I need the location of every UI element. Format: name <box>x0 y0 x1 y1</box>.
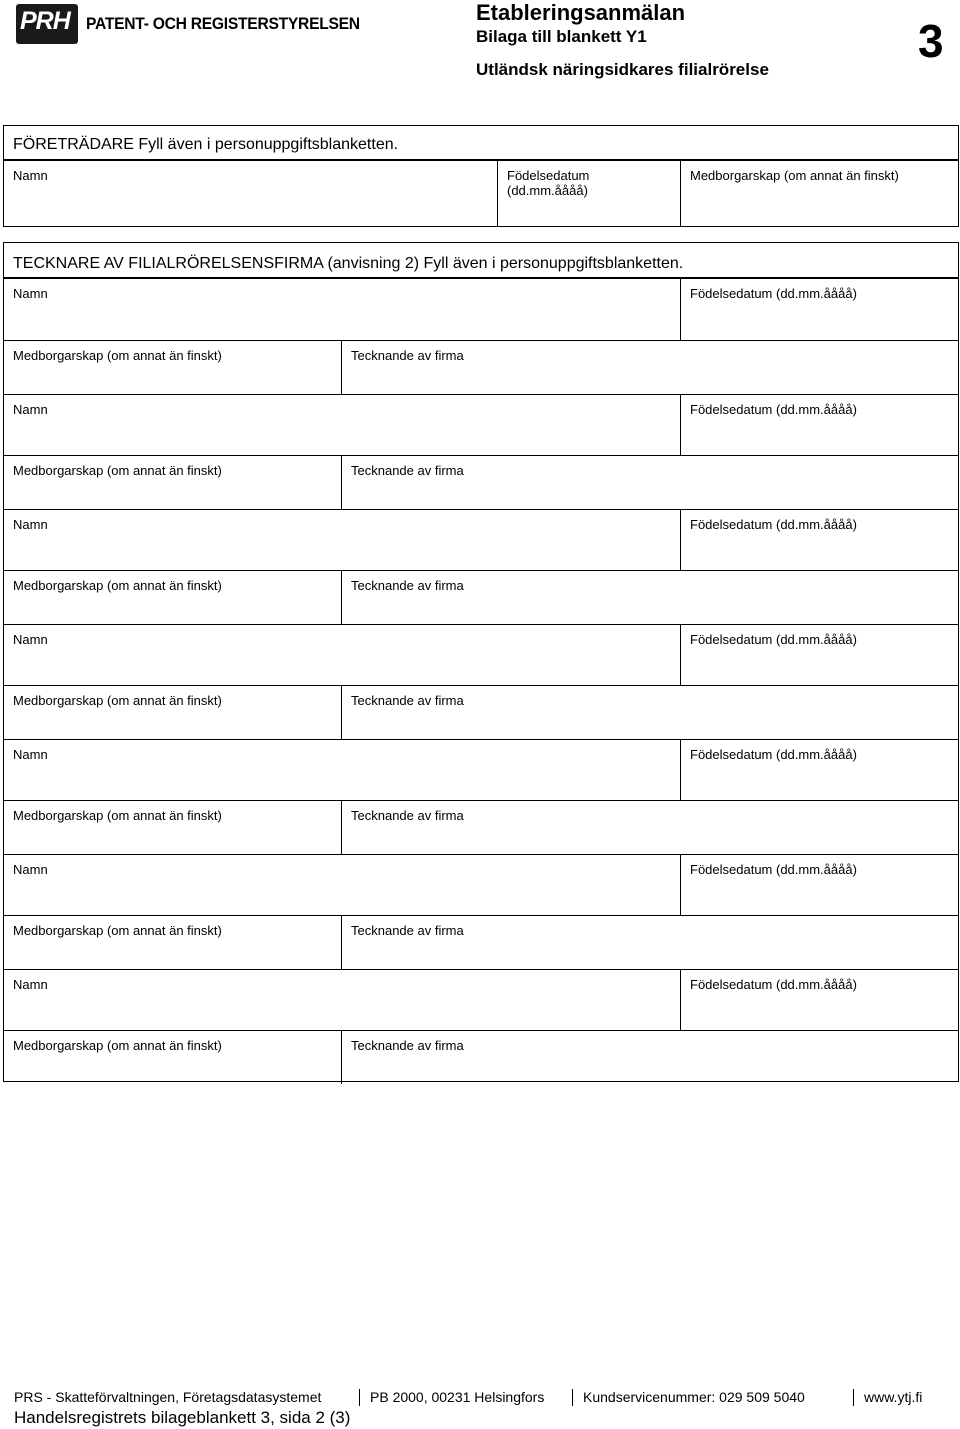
name-label: Namn <box>13 977 48 992</box>
tecknare-citizenship-field[interactable] <box>4 455 341 509</box>
foretradare-title: FÖRETRÄDARE Fyll även i personuppgiftsblanketten. <box>4 126 958 161</box>
logo-letters: PRH <box>20 7 70 35</box>
footer-web: www.ytj.fi <box>864 1389 923 1405</box>
name-label: Namn <box>13 168 48 183</box>
foretradare-name-field[interactable] <box>4 161 497 227</box>
citizenship-label: Medborgarskap (om annat än finskt) <box>13 463 222 478</box>
footer-phone: Kundservicenummer: 029 509 5040 <box>583 1389 805 1405</box>
tecknare-name-field[interactable] <box>4 394 680 455</box>
name-label: Namn <box>13 517 48 532</box>
tecknare-dob-field[interactable] <box>680 739 958 800</box>
dob-label: Födelsedatum (dd.mm.åååå) <box>690 402 857 417</box>
footer-address: PB 2000, 00231 Helsingfors <box>370 1389 545 1405</box>
signing-label: Tecknande av firma <box>351 808 464 823</box>
tecknare-dob-field[interactable] <box>680 854 958 915</box>
tecknare-signing-field[interactable] <box>341 1030 958 1084</box>
prh-logo-mark <box>16 4 78 44</box>
tecknare-citizenship-field[interactable] <box>4 800 341 854</box>
prh-logo <box>16 4 384 44</box>
tecknare-name-field[interactable] <box>4 739 680 800</box>
dob-label: Födelsedatum (dd.mm.åååå) <box>690 747 857 762</box>
tecknare-dob-field[interactable] <box>680 509 958 570</box>
tecknare-name-field[interactable] <box>4 509 680 570</box>
tecknare-citizenship-field[interactable] <box>4 685 341 739</box>
signing-label: Tecknande av firma <box>351 578 464 593</box>
tecknare-signing-field[interactable] <box>341 800 958 854</box>
tecknare-title: TECKNARE AV FILIALRÖRELSENSFIRMA (anvisning 2) Fyll även i personuppgiftsblanketten. <box>4 243 958 279</box>
form-subtitle-2: Utländsk näringsidkares filialrörelse <box>476 60 769 79</box>
signing-label: Tecknande av firma <box>351 923 464 938</box>
citizenship-label: Medborgarskap (om annat än finskt) <box>13 693 222 708</box>
tecknare-name-field[interactable] <box>4 279 680 340</box>
tecknare-citizenship-field[interactable] <box>4 915 341 969</box>
tecknare-citizenship-field[interactable] <box>4 570 341 624</box>
name-label: Namn <box>13 286 48 301</box>
tecknare-citizenship-field[interactable] <box>4 340 341 394</box>
name-label: Namn <box>13 862 48 877</box>
form-subtitle: Bilaga till blankett Y1 <box>476 27 647 46</box>
tecknare-signing-field[interactable] <box>341 455 958 509</box>
tecknare-signing-field[interactable] <box>341 340 958 394</box>
tecknare-section <box>3 242 959 1082</box>
dob-label: Födelsedatum (dd.mm.åååå) <box>690 977 857 992</box>
logo-name: PATENT- OCH REGISTERSTYRELSEN <box>86 14 360 33</box>
citizenship-label: Medborgarskap (om annat än finskt) <box>13 348 222 363</box>
citizenship-label: Medborgarskap (om annat än finskt) <box>13 923 222 938</box>
tecknare-dob-field[interactable] <box>680 394 958 455</box>
citizenship-label: Medborgarskap (om annat än finskt) <box>13 808 222 823</box>
dob-label: Födelsedatum (dd.mm.åååå) <box>507 168 590 198</box>
foretradare-section <box>3 125 959 227</box>
signing-label: Tecknande av firma <box>351 1038 464 1053</box>
signing-label: Tecknande av firma <box>351 693 464 708</box>
citizenship-label: Medborgarskap (om annat än finskt) <box>13 578 222 593</box>
tecknare-signing-field[interactable] <box>341 915 958 969</box>
form-title: Etableringsanmälan <box>476 0 686 25</box>
citizenship-label: Medborgarskap (om annat än finskt) <box>690 168 899 183</box>
dob-label: Födelsedatum (dd.mm.åååå) <box>690 286 857 301</box>
tecknare-dob-field[interactable] <box>680 969 958 1030</box>
tecknare-name-field[interactable] <box>4 624 680 685</box>
tecknare-signing-field[interactable] <box>341 685 958 739</box>
tecknare-signing-field[interactable] <box>341 570 958 624</box>
tecknare-citizenship-field[interactable] <box>4 1030 341 1084</box>
dob-label: Födelsedatum (dd.mm.åååå) <box>690 632 857 647</box>
tecknare-dob-field[interactable] <box>680 624 958 685</box>
page-number: 3 <box>918 15 944 67</box>
footer-contact <box>14 1389 922 1406</box>
signing-label: Tecknande av firma <box>351 463 464 478</box>
form-identifier: Handelsregistrets bilageblankett 3, sida 2 (3) <box>14 1408 351 1427</box>
tecknare-dob-field[interactable] <box>680 279 958 340</box>
dob-label: Födelsedatum (dd.mm.åååå) <box>690 862 857 877</box>
dob-label: Födelsedatum (dd.mm.åååå) <box>690 517 857 532</box>
name-label: Namn <box>13 632 48 647</box>
tecknare-name-field[interactable] <box>4 854 680 915</box>
tecknare-name-field[interactable] <box>4 969 680 1030</box>
signing-label: Tecknande av firma <box>351 348 464 363</box>
foretradare-citizenship-field[interactable] <box>680 161 958 227</box>
foretradare-dob-field[interactable] <box>497 161 680 227</box>
footer-org: PRS - Skatteförvaltningen, Företagsdatasystemet <box>14 1389 322 1405</box>
citizenship-label: Medborgarskap (om annat än finskt) <box>13 1038 222 1053</box>
name-label: Namn <box>13 747 48 762</box>
name-label: Namn <box>13 402 48 417</box>
